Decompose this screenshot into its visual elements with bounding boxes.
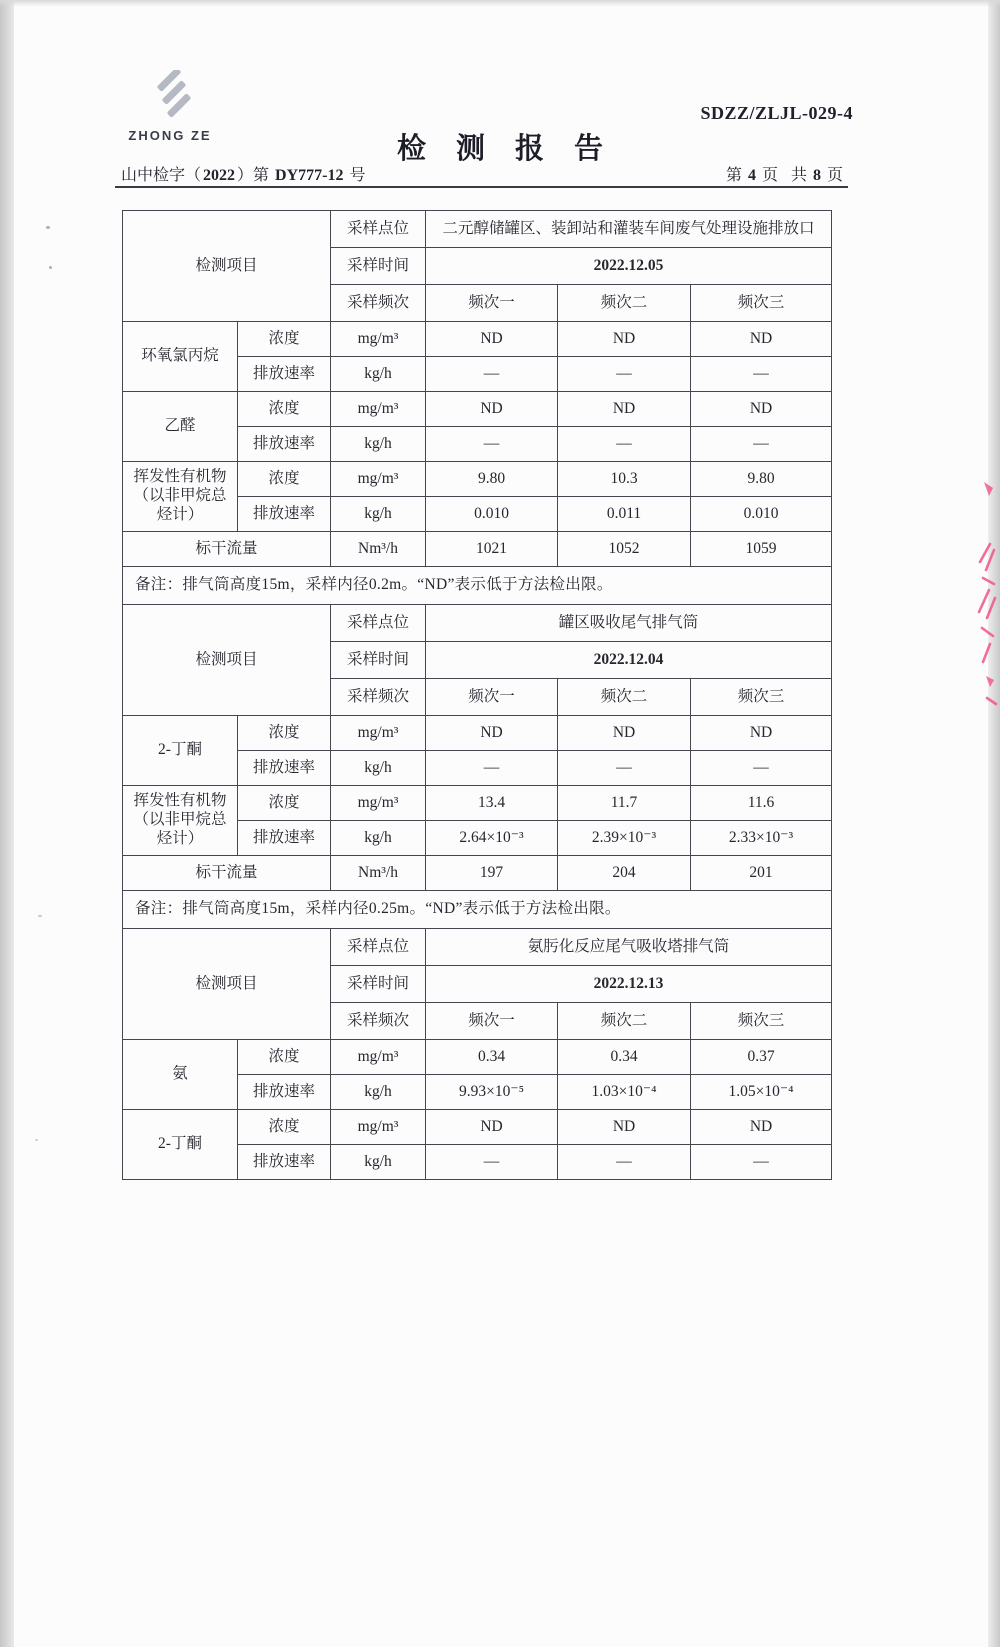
value-cell: — bbox=[691, 1145, 832, 1180]
report-number-year: 2022 bbox=[203, 167, 236, 184]
page-word-4: 页 bbox=[826, 167, 843, 184]
report-number bbox=[120, 162, 366, 185]
value-cell: ND bbox=[691, 322, 832, 357]
table-note: 备注：排气筒高度15m，采样内径0.25m。“ND”表示低于方法检出限。 bbox=[123, 891, 832, 929]
metric-unit: kg/h bbox=[331, 427, 426, 462]
metric-unit: mg/m³ bbox=[331, 1110, 426, 1145]
sampling-time-label: 采样时间 bbox=[331, 248, 426, 285]
value-cell: 2.64×10⁻³ bbox=[426, 821, 558, 856]
metric-unit: mg/m³ bbox=[331, 716, 426, 751]
results-table-2 bbox=[122, 604, 832, 929]
metric-label: 浓度 bbox=[238, 392, 331, 427]
item-header-cell: 检测项目 bbox=[123, 211, 331, 322]
sampling-time-value: 2022.12.13 bbox=[426, 966, 832, 1003]
frequency-col-3: 频次三 bbox=[691, 679, 832, 716]
page-word-3: 共 bbox=[790, 167, 807, 184]
total-page-number: 8 bbox=[812, 167, 821, 184]
value-cell: ND bbox=[558, 716, 691, 751]
flow-unit: Nm³/h bbox=[331, 856, 426, 891]
substance-name: 挥发性有机物（以非甲烷总烃计） bbox=[123, 462, 238, 532]
report-number-mid: ）第 bbox=[237, 167, 274, 184]
value-cell: — bbox=[691, 427, 832, 462]
value-cell: 10.3 bbox=[558, 462, 691, 497]
scan-speck bbox=[38, 915, 42, 917]
value-cell: 11.6 bbox=[691, 786, 832, 821]
metric-unit: mg/m³ bbox=[331, 322, 426, 357]
report-number-suffix: 号 bbox=[345, 167, 366, 184]
document-code: SDZZ/ZLJL-029-4 bbox=[700, 103, 853, 123]
results-table-1 bbox=[122, 210, 832, 605]
current-page-number: 4 bbox=[747, 167, 756, 184]
item-header-cell: 检测项目 bbox=[123, 929, 331, 1040]
value-cell: 11.7 bbox=[558, 786, 691, 821]
metric-label: 排放速率 bbox=[238, 427, 331, 462]
substance-name: 2-丁酮 bbox=[123, 716, 238, 786]
value-cell: 9.80 bbox=[691, 462, 832, 497]
page-word-1: 第 bbox=[725, 167, 742, 184]
value-cell: 1052 bbox=[558, 532, 691, 567]
value-cell: — bbox=[426, 751, 558, 786]
value-cell: — bbox=[558, 751, 691, 786]
value-cell: — bbox=[691, 751, 832, 786]
value-cell: ND bbox=[426, 716, 558, 751]
value-cell: ND bbox=[426, 322, 558, 357]
sampling-point-value: 二元醇储罐区、装卸站和灌装车间废气处理设施排放口 bbox=[426, 211, 832, 248]
metric-label: 排放速率 bbox=[238, 821, 331, 856]
value-cell: — bbox=[691, 357, 832, 392]
header-divider bbox=[115, 186, 848, 188]
flow-unit: Nm³/h bbox=[331, 532, 426, 567]
frequency-col-1: 频次一 bbox=[426, 1003, 558, 1040]
results-table-3 bbox=[122, 928, 832, 1180]
value-cell: 13.4 bbox=[426, 786, 558, 821]
value-cell: 0.34 bbox=[426, 1040, 558, 1075]
scan-speck bbox=[49, 266, 52, 269]
value-cell: — bbox=[558, 357, 691, 392]
metric-unit: mg/m³ bbox=[331, 1040, 426, 1075]
substance-name: 2-丁酮 bbox=[123, 1110, 238, 1180]
value-cell: — bbox=[558, 427, 691, 462]
value-cell: 0.011 bbox=[558, 497, 691, 532]
metric-unit: kg/h bbox=[331, 497, 426, 532]
sampling-point-label: 采样点位 bbox=[331, 211, 426, 248]
value-cell: ND bbox=[426, 1110, 558, 1145]
frequency-col-3: 频次三 bbox=[691, 1003, 832, 1040]
value-cell: ND bbox=[691, 1110, 832, 1145]
sampling-point-value: 氨肟化反应尾气吸收塔排气筒 bbox=[426, 929, 832, 966]
frequency-col-2: 频次二 bbox=[558, 285, 691, 322]
value-cell: 1.05×10⁻⁴ bbox=[691, 1075, 832, 1110]
sampling-point-label: 采样点位 bbox=[331, 929, 426, 966]
sampling-time-value: 2022.12.04 bbox=[426, 642, 832, 679]
flow-label: 标干流量 bbox=[123, 856, 331, 891]
value-cell: — bbox=[426, 1145, 558, 1180]
value-cell: — bbox=[426, 427, 558, 462]
value-cell: ND bbox=[558, 392, 691, 427]
value-cell: — bbox=[558, 1145, 691, 1180]
value-cell: 1.03×10⁻⁴ bbox=[558, 1075, 691, 1110]
frequency-label: 采样频次 bbox=[331, 1003, 426, 1040]
metric-label: 排放速率 bbox=[238, 357, 331, 392]
frequency-col-1: 频次一 bbox=[426, 679, 558, 716]
metric-unit: mg/m³ bbox=[331, 786, 426, 821]
value-cell: 0.010 bbox=[691, 497, 832, 532]
value-cell: 0.34 bbox=[558, 1040, 691, 1075]
metric-unit: kg/h bbox=[331, 1145, 426, 1180]
value-cell: ND bbox=[558, 1110, 691, 1145]
table-note: 备注：排气筒高度15m，采样内径0.2m。“ND”表示低于方法检出限。 bbox=[123, 567, 832, 605]
scan-edge-top bbox=[0, 0, 1000, 7]
frequency-label: 采样频次 bbox=[331, 285, 426, 322]
value-cell: ND bbox=[691, 716, 832, 751]
sampling-point-value: 罐区吸收尾气排气筒 bbox=[426, 605, 832, 642]
value-cell: 201 bbox=[691, 856, 832, 891]
report-title: 检测报告 bbox=[396, 133, 633, 165]
scan-edge-right bbox=[988, 0, 1000, 1647]
value-cell: 197 bbox=[426, 856, 558, 891]
metric-label: 浓度 bbox=[238, 1040, 331, 1075]
substance-name: 乙醛 bbox=[123, 392, 238, 462]
page-indicator bbox=[723, 162, 846, 185]
page-word-2: 页 bbox=[761, 167, 778, 184]
value-cell: 2.39×10⁻³ bbox=[558, 821, 691, 856]
metric-unit: kg/h bbox=[331, 357, 426, 392]
metric-unit: kg/h bbox=[331, 1075, 426, 1110]
substance-name: 环氧氯丙烷 bbox=[123, 322, 238, 392]
metric-label: 浓度 bbox=[238, 462, 331, 497]
scan-speck bbox=[35, 1139, 38, 1141]
frequency-col-2: 频次二 bbox=[558, 679, 691, 716]
flow-label: 标干流量 bbox=[123, 532, 331, 567]
sampling-time-label: 采样时间 bbox=[331, 966, 426, 1003]
metric-label: 浓度 bbox=[238, 716, 331, 751]
item-header-cell: 检测项目 bbox=[123, 605, 331, 716]
report-subheader bbox=[120, 162, 846, 185]
report-number-code: DY777-12 bbox=[275, 167, 344, 184]
zhongze-stripes-icon bbox=[112, 70, 228, 126]
metric-unit: mg/m³ bbox=[331, 462, 426, 497]
value-cell: 9.93×10⁻⁵ bbox=[426, 1075, 558, 1110]
metric-label: 浓度 bbox=[238, 322, 331, 357]
report-number-prefix: 山中检字（ bbox=[121, 167, 202, 184]
value-cell: ND bbox=[558, 322, 691, 357]
value-cell: ND bbox=[691, 392, 832, 427]
metric-label: 排放速率 bbox=[238, 751, 331, 786]
substance-name: 挥发性有机物（以非甲烷总烃计） bbox=[123, 786, 238, 856]
metric-label: 浓度 bbox=[238, 786, 331, 821]
frequency-col-3: 频次三 bbox=[691, 285, 832, 322]
value-cell: 2.33×10⁻³ bbox=[691, 821, 832, 856]
metric-unit: kg/h bbox=[331, 821, 426, 856]
logo-text: ZHONG ZE bbox=[128, 128, 212, 143]
value-cell: 0.010 bbox=[426, 497, 558, 532]
metric-unit: kg/h bbox=[331, 751, 426, 786]
metric-label: 浓度 bbox=[238, 1110, 331, 1145]
sampling-point-label: 采样点位 bbox=[331, 605, 426, 642]
value-cell: 204 bbox=[558, 856, 691, 891]
frequency-col-2: 频次二 bbox=[558, 1003, 691, 1040]
value-cell: ND bbox=[426, 392, 558, 427]
substance-name: 氨 bbox=[123, 1040, 238, 1110]
scan-speck bbox=[46, 226, 50, 229]
metric-unit: mg/m³ bbox=[331, 392, 426, 427]
sampling-time-label: 采样时间 bbox=[331, 642, 426, 679]
metric-label: 排放速率 bbox=[238, 1075, 331, 1110]
sampling-time-value: 2022.12.05 bbox=[426, 248, 832, 285]
value-cell: 1021 bbox=[426, 532, 558, 567]
value-cell: 1059 bbox=[691, 532, 832, 567]
scan-edge-left bbox=[0, 0, 14, 1647]
metric-label: 排放速率 bbox=[238, 497, 331, 532]
results-tables bbox=[122, 210, 831, 1180]
value-cell: 0.37 bbox=[691, 1040, 832, 1075]
metric-label: 排放速率 bbox=[238, 1145, 331, 1180]
value-cell: 9.80 bbox=[426, 462, 558, 497]
value-cell: — bbox=[426, 357, 558, 392]
frequency-label: 采样频次 bbox=[331, 679, 426, 716]
frequency-col-1: 频次一 bbox=[426, 285, 558, 322]
red-stamp-fragment bbox=[956, 466, 998, 711]
